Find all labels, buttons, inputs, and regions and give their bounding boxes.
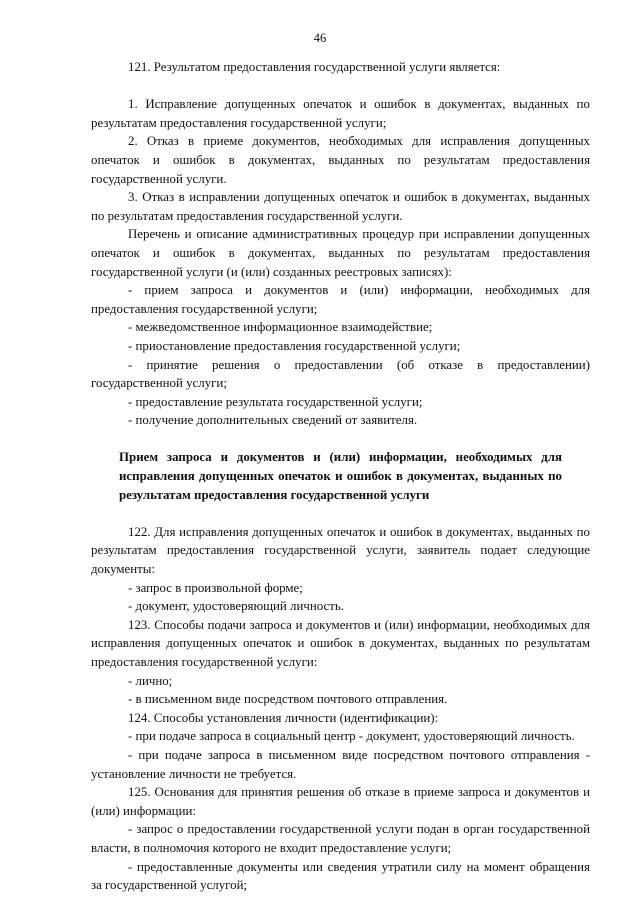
list-item: - межведомственное информационное взаимодействие; <box>128 320 433 335</box>
list-item: - получение дополнительных сведений от заявителя. <box>128 413 418 428</box>
page-number: 46 <box>313 31 327 45</box>
paragraph: 125. Основания для принятия решения об отказе в приеме запроса и документов и (или) информации: <box>91 785 590 818</box>
list-item: - предоставление результата государственной услуги; <box>128 394 423 409</box>
list-item: - прием запроса и документов и (или) информации, необходимых для предоставления государственной услуги; <box>91 283 590 316</box>
paragraph: 124. Способы установления личности (идентификации): <box>128 710 439 725</box>
list-item: - приостановление предоставления государственной услуги; <box>128 338 461 353</box>
list-item: - в письменном виде посредством почтового отправления. <box>128 692 448 707</box>
paragraph: 1. Исправление допущенных опечаток и ошибок в документах, выданных по результатам предоставления государственной услуги; <box>91 97 590 130</box>
list-item: - запрос в произвольной форме; <box>128 580 303 595</box>
list-item: - при подаче запроса в письменном виде посредством почтового отправления - установление личности не требуется. <box>91 747 590 781</box>
paragraph: 2. Отказ в приеме документов, необходимых для исправления допущенных опечаток и ошибок в документах, выданных по результатам предоставления государственной услуги. <box>91 134 590 186</box>
list-item: - принятие решения о предоставлении (об отказе в предоставлении) государственной услуги; <box>91 357 590 391</box>
list-item: - предоставленные документы или сведения утратили силу на момент обращения за государственной услугой; <box>91 859 590 893</box>
paragraph: 122. Для исправления допущенных опечаток и ошибок в документах, выданных по результатам предоставления государственной услуги, заявитель подает следующие документы: <box>91 524 590 577</box>
paragraph: 121. Результатом предоставления государственной услуги является: <box>128 60 501 74</box>
spacer <box>91 430 590 449</box>
paragraph: 123. Способы подачи запроса и документов и (или) информации, необходимых для исправления допущенных опечаток и ошибок в документах, выданных по результатам предоставления государственной услуги: <box>91 617 590 669</box>
section-heading: Прием запроса и документов и (или) информации, необходимых для исправления допущенных опечаток и ошибок в документах, выданных по результатам предоставления государственной услуги <box>119 450 562 502</box>
list-item: - запрос о предоставлении государственной услуги подан в орган государственной власти, в полномочия которого не входит предоставление услуги; <box>91 822 590 855</box>
list-item: - документ, удостоверяющий личность. <box>128 599 344 614</box>
list-item: - при подаче запроса в социальный центр - документ, удостоверяющий личность. <box>128 729 575 744</box>
spacer <box>91 77 590 96</box>
paragraph: 3. Отказ в исправлении допущенных опечаток и ошибок в документах, выданных по результатам предоставления государственной услуги. <box>91 190 590 223</box>
document-body <box>91 58 590 895</box>
list-item: - лично; <box>128 673 173 688</box>
spacer <box>91 504 590 523</box>
paragraph: Перечень и описание административных процедур при исправлении допущенных опечаток и ошибок в документах, выданных по результатам предоставления государственной услуги (и (или) созданных реестровых записях): <box>91 227 590 279</box>
